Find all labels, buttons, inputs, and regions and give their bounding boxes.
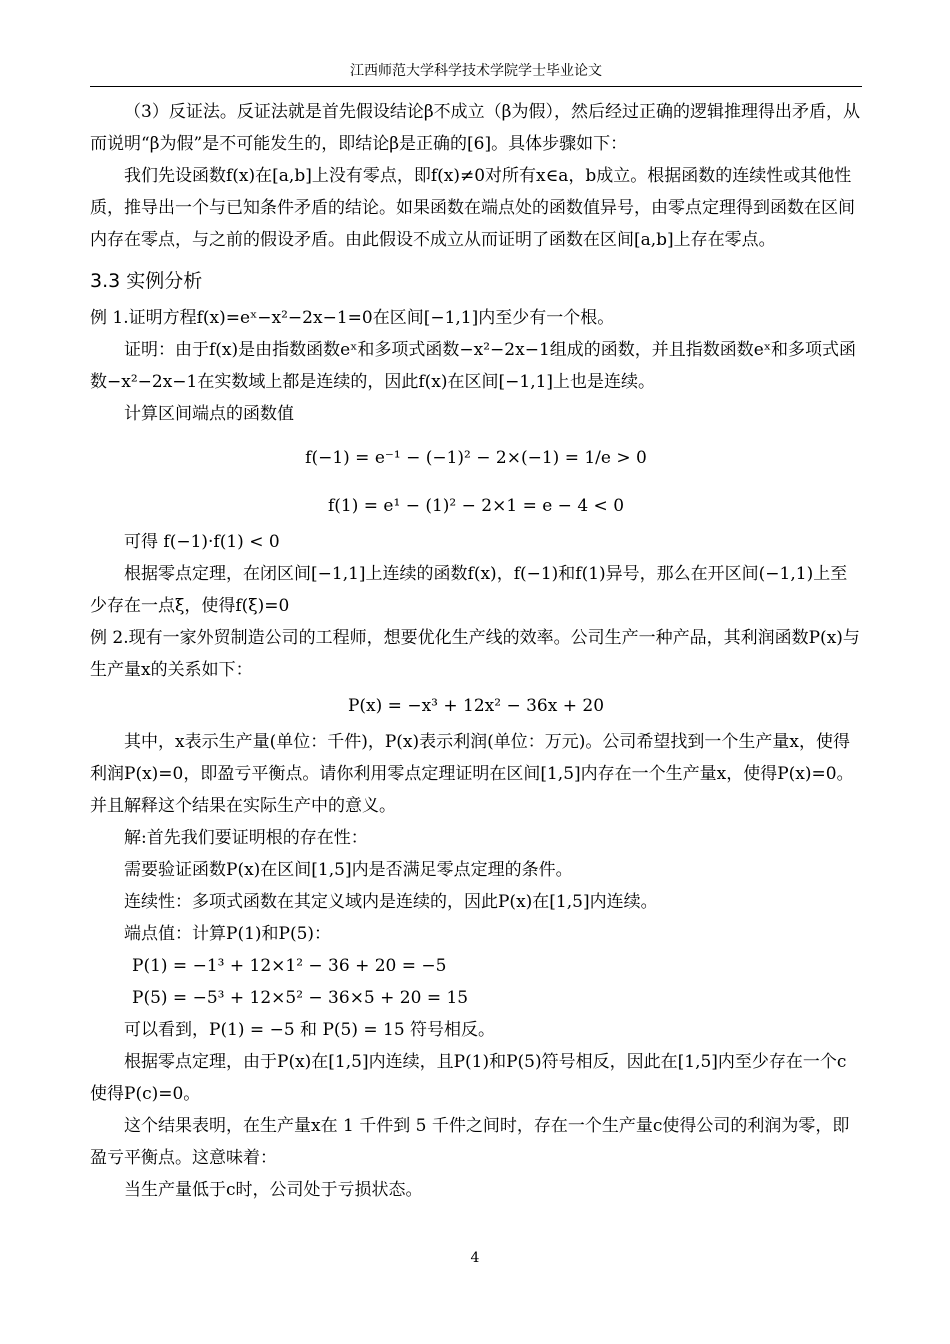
example-1-proof: 证明：由于f(x)是由指数函数eˣ和多项式函数−x²−2x−1组成的函数，并且指数函数eˣ和多项式函数−x²−2x−1在实数域上都是连续的，因此f(x)在区间[−1,1]上也是连续。 bbox=[90, 340, 857, 392]
example-1-conclusion: 根据零点定理，在闭区间[−1,1]上连续的函数f(x)，f(−1)和f(1)异号，那么在开区间(−1,1)上至少存在一点ξ，使得f(ξ)=0 bbox=[90, 564, 848, 616]
header-rule bbox=[90, 86, 862, 87]
formula-profit-function: P(x) = −x³ + 12x² − 36x + 20 bbox=[347, 696, 605, 716]
example-2-conclusion: 根据零点定理，由于P(x)在[1,5]内连续，且P(1)和P(5)符号相反，因此在[1,5]内至少存在一个c使得P(c)=0。 bbox=[90, 1052, 847, 1104]
calc-endpoints-text: 计算区间端点的函数值 bbox=[124, 404, 294, 424]
page-number: 4 bbox=[470, 1250, 480, 1266]
formula-f-minus-1: f(−1) = e⁻¹ − (−1)² − 2×(−1) = 1/e > 0 bbox=[305, 448, 647, 468]
section-heading: 3.3 实例分析 bbox=[90, 270, 203, 292]
paragraph-assumption: 我们先设函数f(x)在[a,b]上没有零点，即f(x)≠0对所有x∈a，b成立。根据函数的连续性或其他性质，推导出一个与已知条件矛盾的结论。如果函数在端点处的函数值异号，由零点定理得到函数在区间内存在零点，与之前的假设矛盾。由此假设不成立从而证明了函数在区间[a,b]上存在零点。 bbox=[90, 166, 855, 250]
loss-condition: 当生产量低于c时，公司处于亏损状态。 bbox=[124, 1180, 423, 1200]
formula-p-5: P(5) = −5³ + 12×5² − 36×5 + 20 = 15 bbox=[132, 988, 469, 1008]
paragraph-proof-by-contradiction: （3）反证法。反证法就是首先假设结论β不成立（β为假），然后经过正确的逻辑推理得出矛盾，从而说明“β为假”是不可能发生的，即结论β是正确的[6]。具体步骤如下： bbox=[90, 102, 860, 154]
example-2-statement: 例 2.现有一家外贸制造公司的工程师，想要优化生产线的效率。公司生产一种产品，其利润函数P(x)与生产量x的关系如下： bbox=[90, 628, 860, 680]
running-header: 江西师范大学科学技术学院学士毕业论文 bbox=[350, 63, 602, 79]
formula-p-1: P(1) = −1³ + 12×1² − 36 + 20 = −5 bbox=[132, 956, 447, 976]
page-body bbox=[90, 96, 862, 1206]
example-1-statement: 例 1.证明方程f(x)=eˣ−x²−2x−1=0在区间[−1,1]内至少有一个根。 bbox=[90, 308, 615, 328]
solution-intro: 解:首先我们要证明根的存在性： bbox=[124, 828, 368, 848]
practical-meaning: 这个结果表明，在生产量x在 1 千件到 5 千件之间时，存在一个生产量c使得公司的利润为零，即盈亏平衡点。这意味着： bbox=[90, 1116, 850, 1168]
sign-observation: 可以看到，P(1) = −5 和 P(5) = 15 符号相反。 bbox=[124, 1020, 496, 1040]
example-2-description: 其中，x表示生产量(单位：千件)，P(x)表示利润(单位：万元)。公司希望找到一个生产量x，使得利润P(x)=0，即盈亏平衡点。请你利用零点定理证明在区间[1,5]内存在一个生产量x，使得P(x)=0。并且解释这个结果在实际生产中的意义。 bbox=[90, 732, 854, 816]
endpoint-values-intro: 端点值：计算P(1)和P(5)： bbox=[124, 924, 332, 944]
formula-f-1: f(1) = e¹ − (1)² − 2×1 = e − 4 < 0 bbox=[327, 496, 625, 516]
verify-conditions: 需要验证函数P(x)在区间[1,5]内是否满足零点定理的条件。 bbox=[124, 860, 573, 880]
result-product: 可得 f(−1)·f(1) < 0 bbox=[124, 532, 280, 552]
continuity-check: 连续性：多项式函数在其定义域内是连续的，因此P(x)在[1,5]内连续。 bbox=[124, 892, 658, 912]
